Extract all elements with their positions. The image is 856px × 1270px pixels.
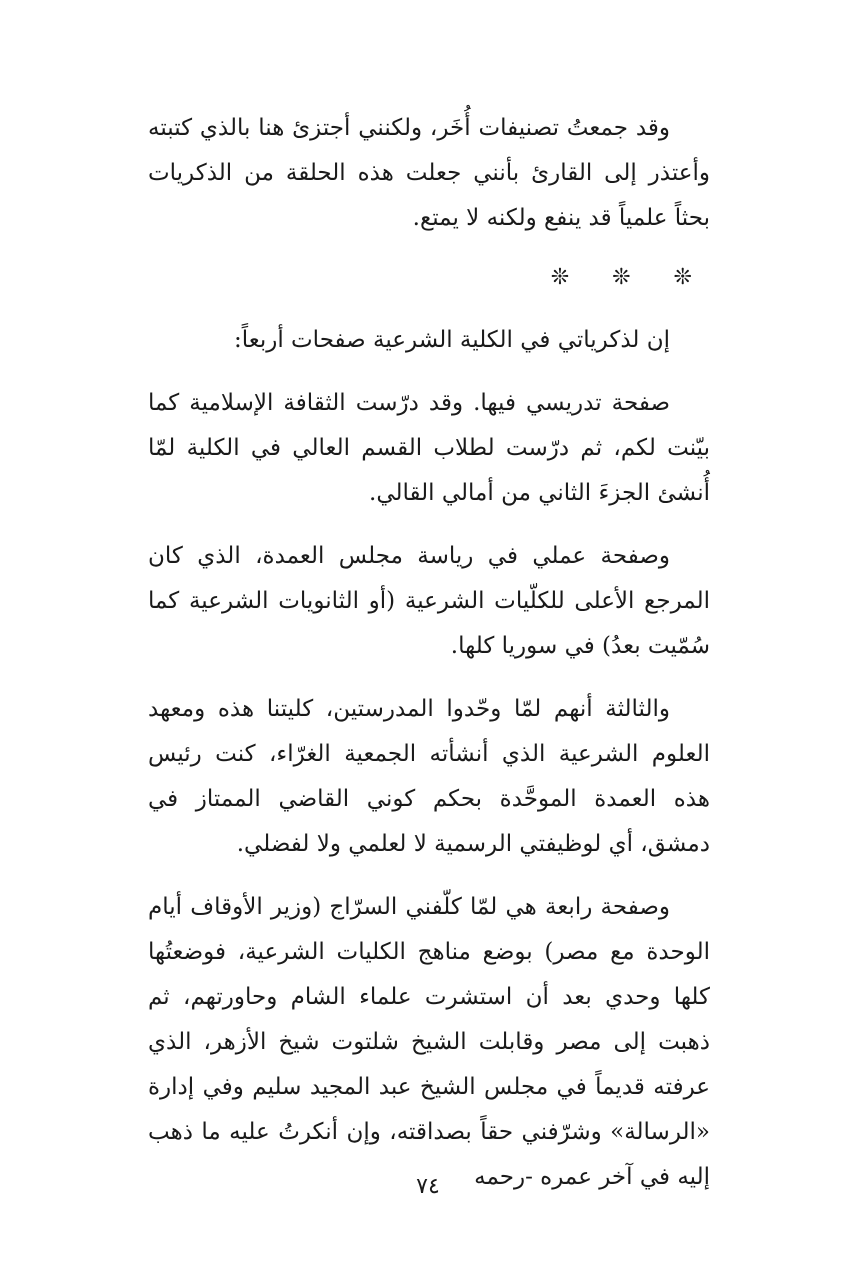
- paragraph-4: وصفحة عملي في رياسة مجلس العمدة، الذي كان المرجع الأعلى للكلّيات الشرعية (أو الثانويات الشرعية كما سُمّيت بعدُ) في سوريا كلها.: [148, 543, 710, 659]
- paragraph-1: وقد جمعتُ تصنيفات أُخَر، ولكنني أجتزئ هنا بالذي كتبته وأعتذر إلى القارئ بأنني جعلت هذه الحلقة من الذكريات بحثاً علمياً قد ينفع ولكنه لا يمتع.: [148, 115, 710, 231]
- paragraph-2: إن لذكرياتي في الكلية الشرعية صفحات أربعاً:: [233, 327, 670, 353]
- page-number: ٧٤: [416, 1174, 440, 1199]
- paragraph-5: والثالثة أنهم لمّا وحّدوا المدرستين، كليتنا هذه ومعهد العلوم الشرعية الذي أنشأته الجمعية الغرّاء، كنت رئيس هذه العمدة الموحَّدة بحكم كوني القاضي الممتاز في دمشق، أي لوظيفتي الرسمية لا لعلمي ولا لفضلي.: [148, 696, 710, 857]
- paragraph-6: وصفحة رابعة هي لمّا كلّفني السرّاج (وزير الأوقاف أيام الوحدة مع مصر) بوضع مناهج الكليات الشرعية، فوضعتُها كلها وحدي بعد أن استشرت علماء الشام وحاورتهم، ثم ذهبت إلى مصر وقابلت الشيخ شلتوت شيخ الأزهر، الذي عرفته قديماً في مجلس الشيخ عبد المجيد سليم وفي إدارة «الرسالة» وشرّفني حقاً بصداقته، وإن أنكرتُ عليه ما ذهب إليه في آخر عمره -رحمه: [148, 894, 710, 1190]
- section-separator: ❊ ❊ ❊: [550, 265, 710, 290]
- body-text: [148, 106, 710, 1218]
- paragraph-3: صفحة تدريسي فيها. وقد درّست الثقافة الإسلامية كما بيّنت لكم، ثم درّست لطلاب القسم العالي في الكلية لمّا أُنشئ الجزءَ الثاني من أمالي القالي.: [148, 390, 710, 506]
